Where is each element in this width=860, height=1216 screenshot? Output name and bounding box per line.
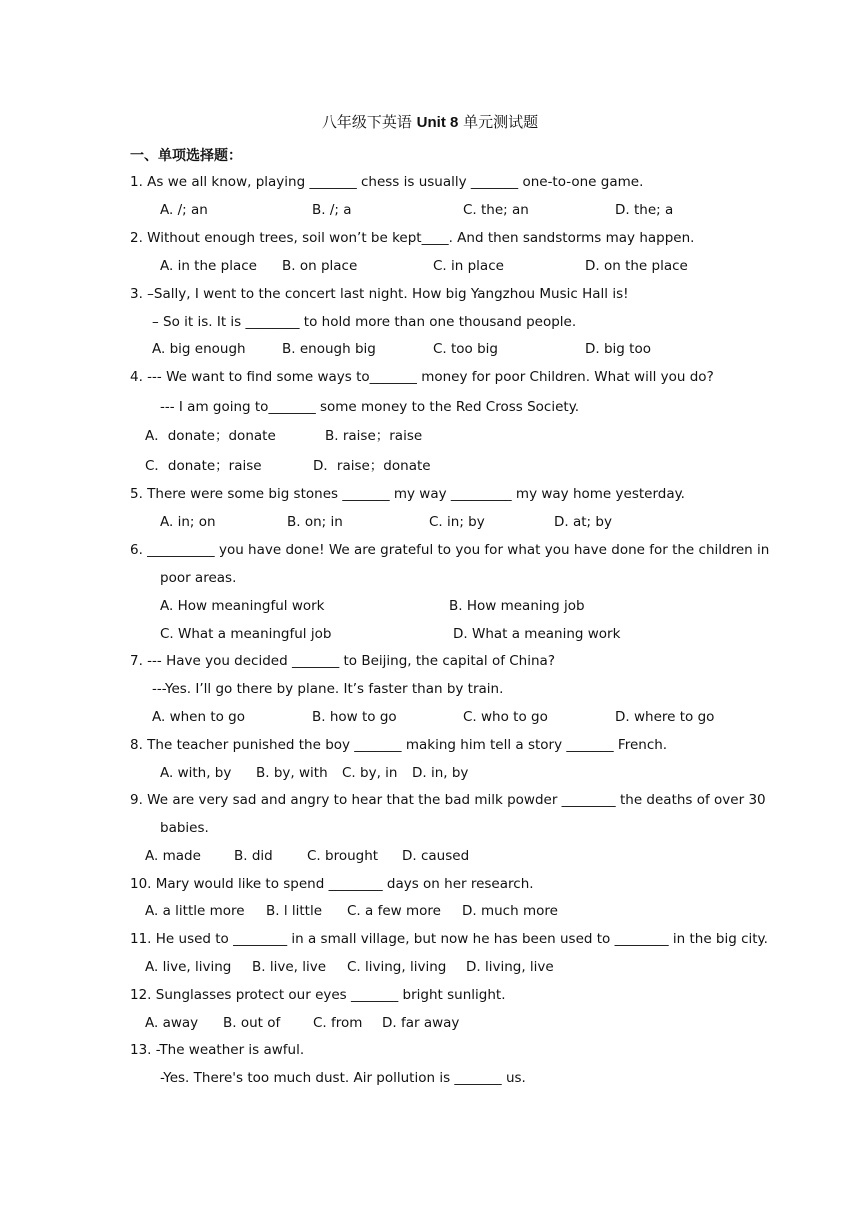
q3-option-c: C. too big [433,341,499,357]
q10-option-b: B. l little [266,903,323,919]
q7-option-a: A. when to go [152,709,246,725]
q4-option-c: C．donate；raise [145,458,262,474]
q12-option-a: A. away [145,1015,199,1031]
q4-option-a: A．donate；donate [145,428,276,444]
question-8: 8. The teacher punished the boy _______ making him tell a story _______ French. [130,737,668,753]
q6-option-d: D. What a meaning work [453,626,621,642]
q7-option-d: D. where to go [615,709,715,725]
question-7-reply: ---Yes. I’ll go there by plane. It’s faster than by train. [152,681,504,697]
q8-option-a: A. with, by [160,765,232,781]
q3-option-b: B. enough big [282,341,376,357]
q1-option-c: C. the; an [463,202,529,218]
question-13-reply: -Yes. There's too much dust. Air pollution is _______ us. [160,1070,526,1086]
q12-option-d: D. far away [382,1015,460,1031]
q6-option-c: C. What a meaningful job [160,626,332,642]
q11-option-a: A. live, living [145,959,232,975]
q9-option-b: B. did [234,848,273,864]
q9-option-c: C. brought [307,848,379,864]
question-1: 1. As we all know, playing _______ chess is usually _______ one-to-one game. [130,174,644,190]
q8-option-c: C. by, in [342,765,398,781]
q9-option-d: D. caused [402,848,470,864]
question-3: 3. –Sally, I went to the concert last night. How big Yangzhou Music Hall is! [130,286,629,302]
question-6-cont: poor areas. [160,570,237,586]
q2-option-d: D. on the place [585,258,688,274]
q12-option-c: C. from [313,1015,363,1031]
q11-option-d: D. living, live [466,959,554,975]
question-12: 12. Sunglasses protect our eyes _______ bright sunlight. [130,987,506,1003]
question-3-reply: – So it is. It is ________ to hold more than one thousand people. [152,314,577,330]
question-5: 5. There were some big stones _______ my way _________ my way home yesterday. [130,486,685,502]
q10-option-d: D. much more [462,903,558,919]
q11-option-b: B. live, live [252,959,327,975]
question-11: 11. He used to ________ in a small village, but now he has been used to ________ in the big city. [130,931,768,947]
q5-option-c: C. in; by [429,514,485,530]
question-2: 2. Without enough trees, soil won’t be kept____. And then sandstorms may happen. [130,230,695,246]
q5-option-b: B. on; in [287,514,343,530]
q5-option-d: D. at; by [554,514,612,530]
question-7: 7. --- Have you decided _______ to Beijing, the capital of China? [130,653,555,669]
title-prefix: 八年级下英语 [321,113,417,131]
title-suffix: 单元测试题 [458,113,539,131]
q3-option-a: A. big enough [152,341,246,357]
q3-option-d: D. big too [585,341,651,357]
section-heading: 一、单项选择题： [130,148,242,164]
question-13: 13. -The weather is awful. [130,1042,305,1058]
question-9: 9. We are very sad and angry to hear that the bad milk powder ________ the deaths of over 30 [130,792,766,808]
question-9-cont: babies. [160,820,209,836]
q1-option-b: B. /; a [312,202,352,218]
q1-option-d: D. the; a [615,202,674,218]
q4-option-d: D．raise；donate [313,458,431,474]
q8-option-d: D. in, by [412,765,469,781]
q7-option-b: B. how to go [312,709,397,725]
q10-option-a: A. a little more [145,903,245,919]
q2-option-b: B. on place [282,258,358,274]
page-title [0,112,860,133]
q8-option-b: B. by, with [256,765,328,781]
title-unit: Unit 8 [416,114,459,131]
q5-option-a: A. in; on [160,514,216,530]
question-4-reply: --- I am going to_______ some money to the Red Cross Society. [160,399,580,415]
q2-option-c: C. in place [433,258,504,274]
question-10: 10. Mary would like to spend ________ days on her research. [130,876,534,892]
q1-option-a: A. /; an [160,202,208,218]
q6-option-b: B. How meaning job [449,598,585,614]
q9-option-a: A. made [145,848,201,864]
q2-option-a: A. in the place [160,258,257,274]
q10-option-c: C. a few more [347,903,441,919]
q4-option-b: B. raise；raise [325,428,423,444]
q11-option-c: C. living, living [347,959,447,975]
q12-option-b: B. out of [223,1015,281,1031]
q6-option-a: A. How meaningful work [160,598,325,614]
q7-option-c: C. who to go [463,709,548,725]
question-6: 6. __________ you have done! We are grateful to you for what you have done for the children in [130,542,770,558]
question-4: 4. --- We want to find some ways to_______ money for poor Children. What will you do? [130,369,714,385]
